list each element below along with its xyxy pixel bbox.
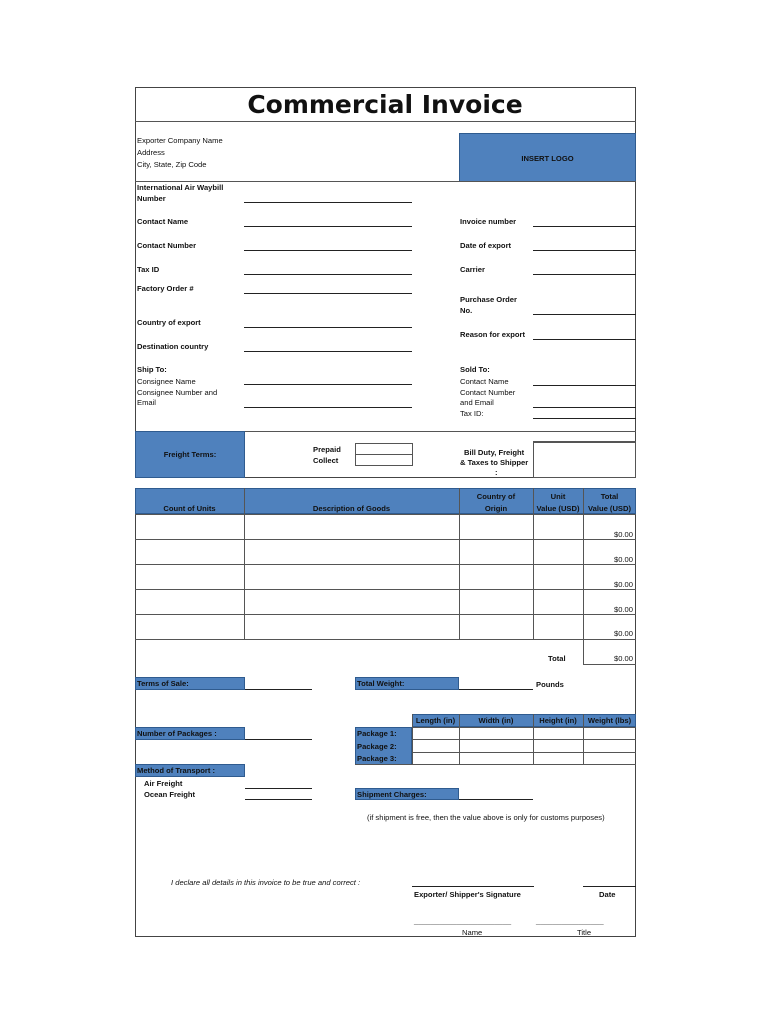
bill-duty-label-1: Bill Duty, Freight [464,448,525,457]
logo-placeholder[interactable] [459,133,636,182]
collect-checkbox[interactable] [355,454,413,466]
num-packages-label-cell [135,727,245,740]
grand-total-underline [583,664,636,665]
shipment-charges-field[interactable] [459,799,533,800]
package-col-line [412,714,413,765]
invoice-number-field[interactable] [533,226,636,227]
name-line[interactable]: _______________________ [414,916,512,925]
collect-label: Collect [313,456,339,465]
po-label-2: No. [460,306,473,315]
factory-order-label: Factory Order # [137,284,194,293]
sold-email-label: and Email [460,398,494,407]
shipment-charges-label: Shipment Charges: [357,790,427,799]
total-header-1: Total [600,492,619,501]
consignee-name-label: Consignee Name [137,377,196,386]
total-weight-field[interactable] [459,689,533,690]
package-row-line [412,727,636,728]
exporter-address: Address [137,148,165,157]
country-export-field[interactable] [244,327,412,328]
unit-header-2: Value (USD) [536,504,580,513]
weight-header: Weight (lbs) [587,716,632,725]
carrier-label: Carrier [460,265,485,274]
sold-to-heading: Sold To: [460,365,490,374]
total-weight-label: Total Weight: [357,679,405,688]
tax-id-label: Tax ID [137,265,160,274]
pounds-label: Pounds [536,680,564,689]
customs-note: (if shipment is free, then the value above is only for customs purposes) [367,813,605,822]
waybill-label-1: International Air Waybill [137,183,224,192]
package-col-line [459,714,460,765]
exporter-company: Exporter Company Name [137,136,223,145]
shipment-charges-label-cell [355,788,459,800]
contact-name-field[interactable] [244,226,412,227]
consignee-name-field[interactable] [244,384,412,385]
row-total: $0.00 [613,629,633,638]
po-label-1: Purchase Order [460,295,517,304]
freight-terms-cell [135,431,245,478]
page-title: Commercial Invoice [247,90,523,119]
table-row [135,639,636,640]
date-field[interactable] [583,886,636,887]
bill-duty-label-3: : [495,468,498,477]
sold-tax-id-label: Tax ID: [460,409,484,418]
row-total: $0.00 [613,605,633,614]
sold-contact-number-field[interactable] [533,407,636,408]
total-weight-label-cell [355,677,459,690]
unit-header-1: Unit [550,492,566,501]
package-col-line [583,714,584,765]
air-freight-field[interactable] [245,788,312,789]
table-row [135,564,636,565]
contact-number-label: Contact Number [137,241,197,250]
origin-header-2: Origin [484,504,508,513]
waybill-field[interactable] [244,202,412,203]
width-header: Width (in) [478,716,514,725]
row-total: $0.00 [613,580,633,589]
grand-total: $0.00 [613,654,633,663]
num-packages-label: Number of Packages : [137,729,217,738]
consignee-number-label: Consignee Number and [137,388,218,397]
destination-field[interactable] [244,351,412,352]
table-row [135,539,636,540]
sold-tax-id-field[interactable] [533,418,636,419]
package-col-line [533,714,534,765]
bill-duty-label-2: & Taxes to Shipper [460,458,529,467]
reason-label: Reason for export [460,330,525,339]
sold-contact-name-field[interactable] [533,385,636,386]
prepaid-label: Prepaid [313,445,341,454]
signature-label: Exporter/ Shipper's Signature [414,890,521,899]
method-label: Method of Transport : [137,766,216,775]
row-total: $0.00 [613,530,633,539]
title-line[interactable]: ________________ [536,916,604,925]
package-row-line [412,752,636,753]
ocean-freight-field[interactable] [245,799,312,800]
table-row [135,514,636,515]
sold-contact-name-label: Contact Name [460,377,509,386]
terms-of-sale-label: Terms of Sale: [137,679,189,688]
package-1-label: Package 1: [357,729,397,738]
package-row-line [412,739,636,740]
country-export-label: Country of export [137,318,201,327]
exporter-city: City, State, Zip Code [137,160,207,169]
method-label-cell [135,764,245,777]
origin-header-1: Country of [476,492,516,501]
bill-duty-box[interactable] [533,442,636,478]
signature-field[interactable] [412,886,534,887]
invoice-bottom-frame [135,488,636,937]
name-label: Name [462,928,483,937]
package-row-line [355,764,636,765]
count-units-header: Count of Units [163,504,216,513]
factory-order-field[interactable] [244,293,412,294]
package-2-label: Package 2: [357,742,397,751]
date-export-label: Date of export [460,241,512,250]
date-label: Date [599,890,616,899]
carrier-field[interactable] [533,274,636,275]
contact-number-field[interactable] [244,250,412,251]
title-divider [135,121,636,122]
invoice-number-label: Invoice number [460,217,517,226]
waybill-label-2: Number [137,194,166,203]
length-header: Length (in) [415,716,456,725]
destination-label: Destination country [137,342,209,351]
date-export-field[interactable] [533,250,636,251]
reason-field[interactable] [533,339,636,340]
sold-contact-number-label: Contact Number [460,388,516,397]
description-header: Description of Goods [312,504,391,513]
total-header-2: Value (USD) [587,504,632,513]
consignee-number-field[interactable] [244,407,412,408]
title-label: Title [577,928,592,937]
ocean-freight-label: Ocean Freight [144,790,196,799]
total-label: Total [548,654,566,663]
po-field[interactable] [533,314,636,315]
height-header: Height (in) [539,716,577,725]
terms-of-sale-label-cell [135,677,245,690]
table-row [135,614,636,615]
contact-name-label: Contact Name [137,217,189,226]
air-freight-label: Air Freight [144,779,183,788]
logo-label: INSERT LOGO [521,154,574,163]
table-row [135,589,636,590]
declaration-statement: I declare all details in this invoice to be true and correct : [171,878,361,887]
row-total: $0.00 [613,555,633,564]
consignee-email-label: Email [137,398,156,407]
package-3-label: Package 3: [357,754,397,763]
terms-of-sale-field[interactable] [245,689,312,690]
num-packages-field[interactable] [245,739,312,740]
freight-terms-label: Freight Terms: [163,450,217,459]
tax-id-field[interactable] [244,274,412,275]
ship-to-heading: Ship To: [137,365,167,374]
